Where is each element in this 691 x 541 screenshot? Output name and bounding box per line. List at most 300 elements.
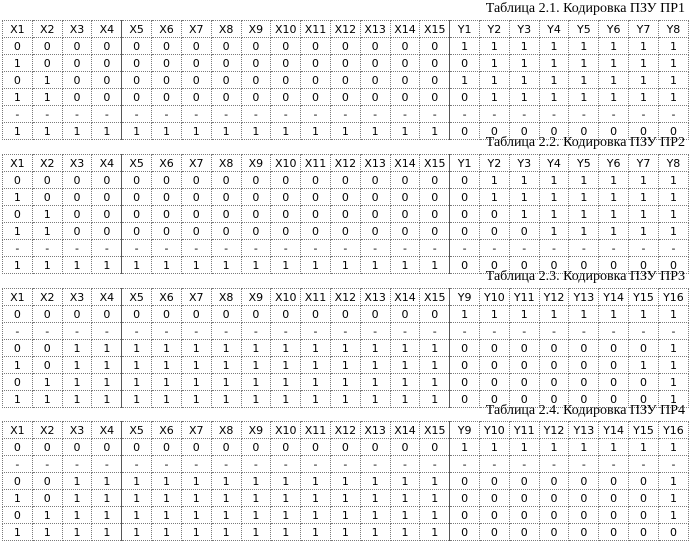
table-cell: 0: [301, 206, 331, 223]
table-cell: -: [658, 240, 688, 257]
table-row: [3, 490, 689, 507]
table-cell: 0: [360, 223, 390, 240]
table-cell: 1: [658, 473, 688, 490]
table-cell: 1: [92, 473, 122, 490]
column-header: X13: [360, 422, 390, 439]
table-cell: 0: [480, 507, 510, 524]
table-cell: 1: [92, 524, 122, 541]
table-cell: 1: [569, 38, 599, 55]
table-cell: -: [122, 456, 152, 473]
table-cell: -: [181, 456, 211, 473]
table-cell: -: [420, 323, 450, 340]
column-header: X9: [241, 155, 271, 172]
column-header: X8: [211, 155, 241, 172]
table-cell: -: [181, 240, 211, 257]
table-cell: 1: [658, 374, 688, 391]
table-cell: 1: [271, 357, 301, 374]
table-cell: 1: [330, 507, 360, 524]
table-cell: 1: [569, 223, 599, 240]
table-cell: 0: [599, 340, 629, 357]
table-cell: -: [509, 106, 539, 123]
table-cell: 0: [241, 439, 271, 456]
table-cell: 1: [420, 357, 450, 374]
table-cell: 1: [569, 439, 599, 456]
table-cell: -: [390, 323, 420, 340]
table-cell: -: [122, 240, 152, 257]
table-cell: -: [92, 456, 122, 473]
column-header: X4: [92, 21, 122, 38]
table-cell: 0: [330, 189, 360, 206]
table-cell: 0: [599, 123, 629, 140]
table-cell: 0: [62, 72, 92, 89]
table-cell: 0: [62, 172, 92, 189]
table-cell: 1: [211, 123, 241, 140]
table-cell: 1: [241, 507, 271, 524]
table-cell: -: [92, 240, 122, 257]
table-cell: 1: [658, 490, 688, 507]
table-cell: -: [181, 323, 211, 340]
table-cell: 0: [62, 206, 92, 223]
table-row: [3, 473, 689, 490]
table-cell: 1: [658, 206, 688, 223]
column-header: X3: [62, 422, 92, 439]
table-cell: 1: [330, 391, 360, 408]
table-cell: 0: [152, 439, 182, 456]
table-cell: 0: [152, 55, 182, 72]
table-cell: 0: [480, 391, 510, 408]
column-header: Y7: [629, 155, 659, 172]
table-cell: 0: [509, 473, 539, 490]
table-cell: -: [450, 323, 480, 340]
table-cell: 0: [62, 223, 92, 240]
table-cell: -: [360, 456, 390, 473]
table-row: [3, 89, 689, 106]
table-cell: 0: [62, 55, 92, 72]
table-header-row: [3, 422, 689, 439]
column-header: X13: [360, 155, 390, 172]
table-cell: 0: [509, 340, 539, 357]
table-cell: 0: [301, 38, 331, 55]
table-cell: 1: [330, 374, 360, 391]
table-cell: 1: [509, 72, 539, 89]
table-cell: 1: [658, 340, 688, 357]
table-cell: 0: [420, 38, 450, 55]
table-cell: 1: [32, 72, 62, 89]
table-cell: -: [301, 456, 331, 473]
table-cell: -: [539, 106, 569, 123]
table-cell: 0: [599, 473, 629, 490]
table-cell: 1: [390, 357, 420, 374]
table-row: [3, 306, 689, 323]
table-row: [3, 206, 689, 223]
column-header: Y6: [599, 21, 629, 38]
table-cell: -: [3, 240, 33, 257]
column-header: X9: [241, 289, 271, 306]
table-cell: -: [241, 456, 271, 473]
table-caption-4: Таблица 2.4. Кодировка ПЗУ ПР4: [485, 403, 685, 418]
table-cell: -: [658, 323, 688, 340]
table-cell: 1: [599, 55, 629, 72]
table-cell: -: [211, 323, 241, 340]
table-cell: 1: [32, 507, 62, 524]
table-cell: 0: [181, 38, 211, 55]
table-cell: -: [241, 323, 271, 340]
table-cell: 1: [330, 340, 360, 357]
column-header: X11: [301, 289, 331, 306]
table-cell: 0: [62, 89, 92, 106]
table-cell: 1: [271, 473, 301, 490]
column-header: Y13: [569, 289, 599, 306]
column-header: Y10: [480, 289, 510, 306]
table-cell: 1: [92, 391, 122, 408]
table-cell: 0: [420, 189, 450, 206]
table-cell: 0: [509, 123, 539, 140]
table-cell: 1: [569, 89, 599, 106]
table-cell: 1: [122, 357, 152, 374]
table-cell: 1: [301, 374, 331, 391]
column-header: X1: [3, 289, 33, 306]
table-cell: 0: [629, 340, 659, 357]
column-header: X6: [152, 155, 182, 172]
table-cell: 0: [569, 507, 599, 524]
table-cell: 1: [211, 490, 241, 507]
table-cell: 1: [480, 189, 510, 206]
table-cell: 0: [122, 306, 152, 323]
table-cell: 1: [271, 257, 301, 274]
table-cell: 1: [271, 524, 301, 541]
column-header: X8: [211, 422, 241, 439]
table-cell: 0: [330, 439, 360, 456]
table-cell: -: [629, 106, 659, 123]
table-cell: 0: [629, 507, 659, 524]
table-cell: 0: [92, 306, 122, 323]
table-cell: 1: [629, 172, 659, 189]
table-caption-1: Таблица 2.1. Кодировка ПЗУ ПР1: [485, 1, 685, 16]
column-header: X15: [420, 155, 450, 172]
table-cell: 0: [599, 357, 629, 374]
table-cell: 1: [599, 206, 629, 223]
column-header: X14: [390, 289, 420, 306]
column-header: X12: [330, 21, 360, 38]
table-cell: 1: [599, 306, 629, 323]
table-cell: 1: [181, 123, 211, 140]
table-cell: 0: [3, 306, 33, 323]
table-cell: -: [539, 456, 569, 473]
table-row: [3, 38, 689, 55]
table-cell: 0: [509, 391, 539, 408]
table-cell: 0: [211, 172, 241, 189]
table-cell: 1: [599, 89, 629, 106]
table-cell: 0: [539, 257, 569, 274]
table-cell: 1: [211, 473, 241, 490]
column-header: Y3: [509, 155, 539, 172]
table-cell: 1: [480, 172, 510, 189]
table-cell: 1: [390, 123, 420, 140]
table-cell: 0: [241, 38, 271, 55]
table-cell: 0: [509, 490, 539, 507]
table-cell: 1: [211, 374, 241, 391]
table-cell: 0: [92, 72, 122, 89]
table-cell: 1: [92, 357, 122, 374]
table-cell: 0: [271, 439, 301, 456]
table-cell: -: [62, 323, 92, 340]
table-cell: 0: [450, 206, 480, 223]
table-cell: 1: [241, 123, 271, 140]
column-header: X6: [152, 422, 182, 439]
column-header: X5: [122, 289, 152, 306]
table-row: [3, 456, 689, 473]
table-cell: -: [480, 323, 510, 340]
column-header: X4: [92, 289, 122, 306]
table-cell: 0: [450, 490, 480, 507]
table-cell: 1: [271, 490, 301, 507]
table-cell: 1: [390, 473, 420, 490]
table-cell: 1: [509, 306, 539, 323]
table-cell: 0: [450, 257, 480, 274]
table-cell: 0: [92, 38, 122, 55]
table-cell: 0: [480, 473, 510, 490]
column-header: X15: [420, 289, 450, 306]
table-cell: 0: [62, 439, 92, 456]
table-cell: 0: [3, 172, 33, 189]
column-header: X5: [122, 21, 152, 38]
table-cell: 1: [360, 257, 390, 274]
table-cell: -: [271, 106, 301, 123]
table-cell: 0: [330, 89, 360, 106]
table-cell: 0: [32, 55, 62, 72]
table-cell: 0: [92, 223, 122, 240]
table-cell: 1: [569, 72, 599, 89]
table-cell: 0: [241, 72, 271, 89]
table-cell: 1: [420, 123, 450, 140]
column-header: X4: [92, 422, 122, 439]
table-cell: 0: [658, 123, 688, 140]
table-cell: -: [241, 106, 271, 123]
table-cell: 1: [539, 223, 569, 240]
table-cell: 1: [62, 507, 92, 524]
column-header: X15: [420, 422, 450, 439]
column-header: Y15: [629, 289, 659, 306]
table-cell: 1: [152, 340, 182, 357]
table-cell: 0: [539, 340, 569, 357]
table-cell: 1: [390, 257, 420, 274]
table-cell: 1: [271, 123, 301, 140]
table-cell: 0: [301, 55, 331, 72]
column-header: X1: [3, 155, 33, 172]
column-header: Y5: [569, 155, 599, 172]
table-cell: 0: [32, 189, 62, 206]
column-header: X10: [271, 289, 301, 306]
table-cell: 0: [211, 38, 241, 55]
table-cell: 0: [92, 55, 122, 72]
table-cell: 1: [181, 257, 211, 274]
column-header: X11: [301, 155, 331, 172]
table-cell: 1: [241, 473, 271, 490]
table-cell: 1: [480, 439, 510, 456]
table-cell: 1: [330, 357, 360, 374]
table-cell: 1: [599, 439, 629, 456]
table-cell: 1: [658, 357, 688, 374]
table-cell: -: [211, 456, 241, 473]
column-header: Y16: [658, 422, 688, 439]
column-header: X6: [152, 21, 182, 38]
table-cell: 0: [599, 490, 629, 507]
table-cell: -: [32, 106, 62, 123]
table-cell: 0: [420, 206, 450, 223]
table-cell: 0: [629, 473, 659, 490]
table-cell: 1: [509, 172, 539, 189]
table-cell: 0: [629, 374, 659, 391]
table-cell: 1: [271, 340, 301, 357]
table-cell: -: [569, 106, 599, 123]
table-cell: 0: [271, 38, 301, 55]
table-cell: 1: [181, 391, 211, 408]
table-cell: 0: [420, 306, 450, 323]
column-header: Y4: [539, 21, 569, 38]
table-cell: -: [152, 240, 182, 257]
table-cell: 1: [569, 172, 599, 189]
table-cell: 0: [360, 306, 390, 323]
column-header: Y2: [480, 21, 510, 38]
table-cell: 0: [450, 172, 480, 189]
table-cell: 1: [152, 524, 182, 541]
table-cell: 1: [62, 340, 92, 357]
column-header: X10: [271, 21, 301, 38]
table-cell: 0: [181, 206, 211, 223]
table-cell: 0: [301, 89, 331, 106]
table-cell: 1: [32, 391, 62, 408]
table-cell: 0: [509, 374, 539, 391]
table-cell: 0: [181, 72, 211, 89]
table-cell: 0: [390, 172, 420, 189]
table-cell: 1: [599, 223, 629, 240]
table-cell: -: [450, 106, 480, 123]
column-header: X10: [271, 422, 301, 439]
table-cell: 1: [599, 189, 629, 206]
table-cell: 1: [301, 490, 331, 507]
table-cell: -: [241, 240, 271, 257]
table-cell: 0: [152, 172, 182, 189]
table-cell: 1: [122, 524, 152, 541]
table-cell: 0: [450, 189, 480, 206]
column-header: X3: [62, 289, 92, 306]
table-cell: 1: [539, 172, 569, 189]
table-cell: 0: [32, 38, 62, 55]
table-cell: 1: [629, 357, 659, 374]
column-header: X7: [181, 422, 211, 439]
rom-table-4: [2, 421, 689, 541]
table-cell: 0: [360, 206, 390, 223]
table-cell: -: [211, 106, 241, 123]
table-cell: 0: [152, 206, 182, 223]
table-cell: 1: [181, 374, 211, 391]
table-cell: 1: [330, 473, 360, 490]
table-cell: 1: [390, 340, 420, 357]
table-cell: 0: [271, 206, 301, 223]
column-header: X9: [241, 422, 271, 439]
table-cell: 0: [569, 357, 599, 374]
table-cell: 0: [569, 391, 599, 408]
column-header: X12: [330, 422, 360, 439]
table-cell: 1: [241, 374, 271, 391]
column-header: X5: [122, 155, 152, 172]
table-cell: 0: [122, 72, 152, 89]
table-cell: 1: [122, 507, 152, 524]
table-cell: 0: [211, 439, 241, 456]
column-header: X8: [211, 21, 241, 38]
table-cell: 1: [211, 357, 241, 374]
table-cell: 0: [360, 89, 390, 106]
table-cell: 1: [360, 357, 390, 374]
table-cell: 1: [3, 357, 33, 374]
table-row: [3, 357, 689, 374]
column-header: X2: [32, 21, 62, 38]
column-header: X7: [181, 21, 211, 38]
table-cell: -: [450, 240, 480, 257]
table-cell: 1: [152, 473, 182, 490]
table-cell: 0: [450, 123, 480, 140]
table-cell: 1: [539, 439, 569, 456]
table-cell: 0: [181, 306, 211, 323]
column-header: X8: [211, 289, 241, 306]
table-cell: 1: [62, 524, 92, 541]
table-cell: 0: [271, 172, 301, 189]
table-cell: 0: [569, 123, 599, 140]
table-cell: 0: [32, 473, 62, 490]
table-cell: -: [360, 106, 390, 123]
column-header: X14: [390, 155, 420, 172]
table-cell: 1: [509, 189, 539, 206]
column-header: X3: [62, 155, 92, 172]
table-cell: 1: [539, 38, 569, 55]
table-cell: 0: [450, 374, 480, 391]
table-cell: 0: [658, 524, 688, 541]
table-cell: -: [301, 240, 331, 257]
table-cell: 0: [330, 223, 360, 240]
table-cell: 0: [181, 189, 211, 206]
table-cell: 1: [152, 123, 182, 140]
table-cell: 0: [509, 507, 539, 524]
table-cell: 1: [420, 524, 450, 541]
table-cell: -: [301, 106, 331, 123]
column-header: X15: [420, 21, 450, 38]
table-cell: 1: [658, 439, 688, 456]
table-cell: 0: [569, 257, 599, 274]
table-cell: 0: [271, 72, 301, 89]
table-cell: -: [629, 240, 659, 257]
table-cell: -: [480, 240, 510, 257]
column-header: Y4: [539, 155, 569, 172]
column-header: X7: [181, 289, 211, 306]
table-row: [3, 340, 689, 357]
table-cell: 0: [32, 306, 62, 323]
column-header: Y5: [569, 21, 599, 38]
table-cell: 1: [360, 123, 390, 140]
column-header: Y1: [450, 155, 480, 172]
table-cell: 1: [152, 490, 182, 507]
column-header: Y12: [539, 422, 569, 439]
table-cell: 1: [629, 306, 659, 323]
table-cell: 0: [3, 507, 33, 524]
table-cell: 1: [509, 38, 539, 55]
table-cell: 0: [360, 72, 390, 89]
table-cell: 0: [301, 72, 331, 89]
table-cell: 1: [658, 55, 688, 72]
column-header: X1: [3, 21, 33, 38]
column-header: X5: [122, 422, 152, 439]
table-cell: 1: [658, 72, 688, 89]
table-cell: 0: [330, 306, 360, 323]
